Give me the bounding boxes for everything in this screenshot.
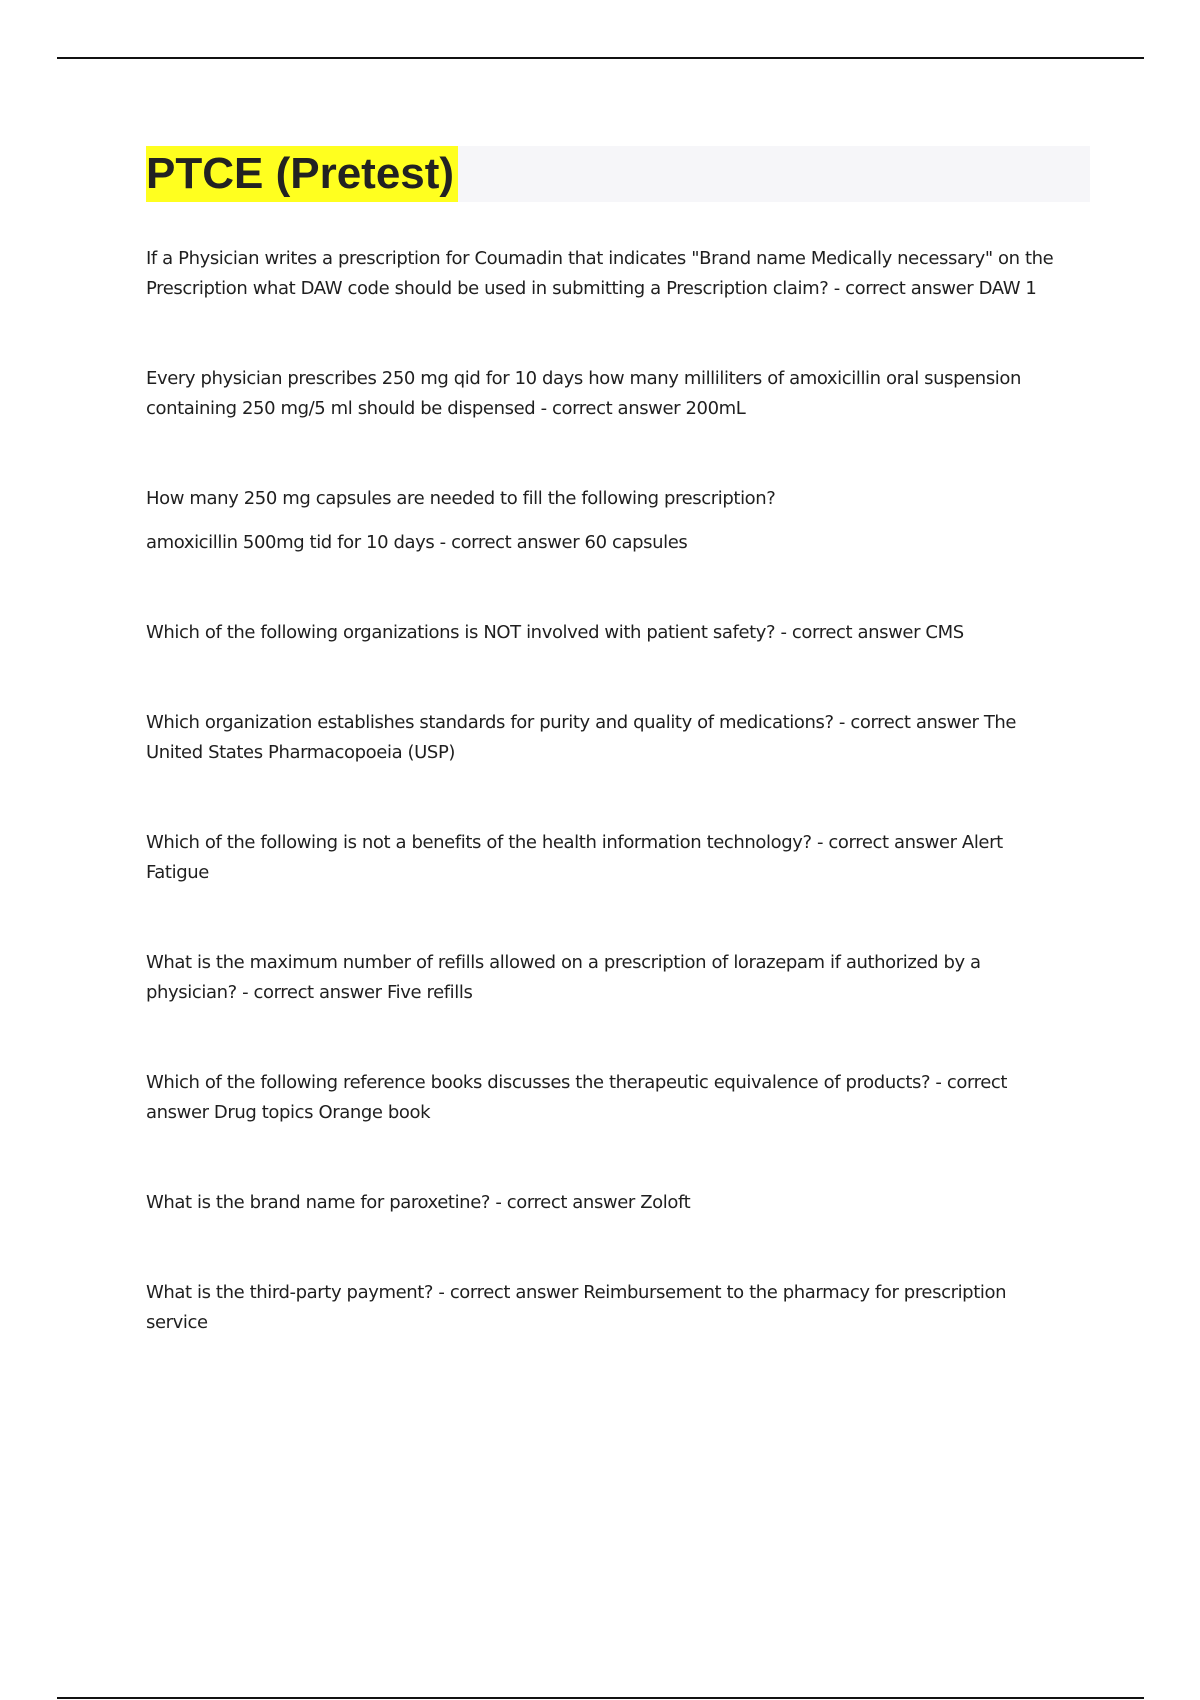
qa-item-3 <box>146 484 1066 558</box>
qa-text: Every physician prescribes 250 mg qid for 10 days how many milliliters of amoxicillin oral suspension containing 250 mg/5 ml should be dispensed - correct answer 200mL <box>146 368 1022 419</box>
qa-item-4 <box>146 618 1066 648</box>
qa-item-6 <box>146 828 1066 888</box>
qa-item-1 <box>146 244 1066 304</box>
qa-item-7 <box>146 948 1066 1008</box>
qa-text: Which of the following reference books discusses the therapeutic equivalence of products? - correct answer Drug topics Orange book <box>146 1072 1008 1123</box>
qa-text: What is the maximum number of refills allowed on a prescription of lorazepam if authorized by a physician? - correct answer Five refills <box>146 952 981 1003</box>
qa-text: Which of the following organizations is NOT involved with patient safety? - correct answer CMS <box>146 622 964 643</box>
qa-text: Which organization establishes standards for purity and quality of medications? - correct answer The United States Pharmacopoeia (USP) <box>146 712 1017 763</box>
qa-text: Which of the following is not a benefits of the health information technology? - correct answer Alert Fatigue <box>146 832 1003 883</box>
qa-text: What is the third-party payment? - correct answer Reimbursement to the pharmacy for prescription service <box>146 1282 1007 1333</box>
qa-item-10 <box>146 1278 1066 1338</box>
qa-text-continued: amoxicillin 500mg tid for 10 days - correct answer 60 capsules <box>146 532 688 553</box>
qa-item-5 <box>146 708 1066 768</box>
page-title: PTCE (Pretest) <box>146 146 458 202</box>
qa-list <box>146 244 1066 1338</box>
bottom-rule <box>57 1697 1144 1699</box>
qa-item-2 <box>146 364 1066 424</box>
qa-text: What is the brand name for paroxetine? - correct answer Zoloft <box>146 1192 691 1213</box>
top-rule <box>57 57 1144 59</box>
qa-item-8 <box>146 1068 1066 1128</box>
qa-item-9 <box>146 1188 1066 1218</box>
qa-text: How many 250 mg capsules are needed to fill the following prescription? <box>146 488 776 509</box>
qa-text: If a Physician writes a prescription for Coumadin that indicates "Brand name Medically necessary" on the Prescription what DAW code should be used in submitting a Prescription claim? - correct answer DAW 1 <box>146 248 1054 299</box>
